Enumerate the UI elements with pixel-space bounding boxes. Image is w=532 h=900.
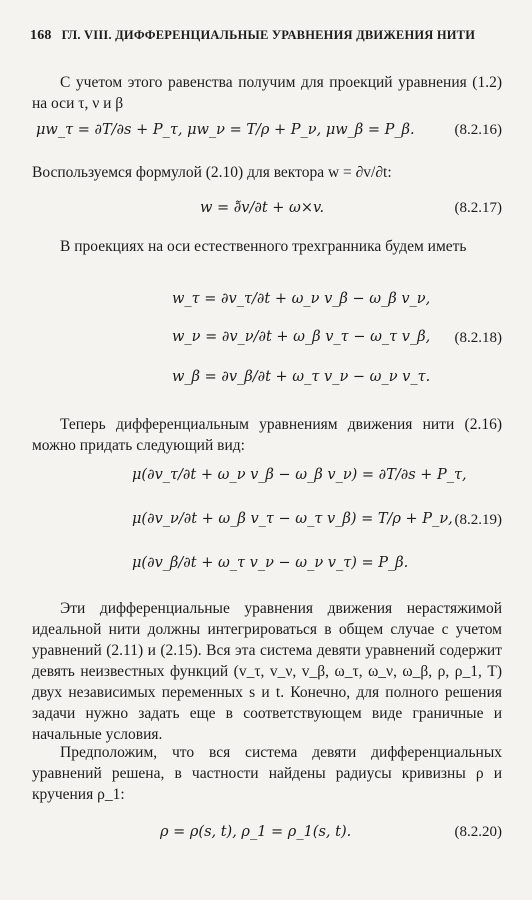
- equation-8-2-18-line-2: w_ν = ∂v_ν/∂t + ω_β v_τ − ω_τ v_β,: [172, 329, 431, 345]
- equation-number-8-2-19: (8.2.19): [454, 512, 502, 528]
- equation-8-2-20: ρ = ρ(s, t), ρ_1 = ρ_1(s, t).: [160, 824, 352, 840]
- equation-number-8-2-18: (8.2.18): [454, 330, 502, 346]
- equation-number-8-2-17: (8.2.17): [454, 200, 502, 216]
- paragraph-1: С учетом этого равенства получим для проекций уравнения (1.2) на оси τ, ν и β: [32, 74, 502, 112]
- equation-8-2-16: μw_τ = ∂T/∂s + P_τ, μw_ν = T/ρ + P_ν, μw_β = P_β.: [36, 122, 415, 138]
- equation-8-2-17: w = ∂̃v/∂t + ω×v.: [200, 200, 325, 216]
- paragraph-6: Предположим, что вся система девяти дифференциальных уравнений решена, в частности найдены радиусы кривизны ρ и кручения ρ_1:: [32, 744, 502, 803]
- equation-8-2-19-line-1: μ(∂v_τ/∂t + ω_ν v_β − ω_β v_ν) = ∂T/∂s + P_τ,: [132, 467, 467, 483]
- running-title: ГЛ. VIII. ДИФФЕРЕНЦИАЛЬНЫЕ УРАВНЕНИЯ ДВИЖЕНИЯ НИТИ: [61, 28, 476, 42]
- paragraph-3: В проекциях на оси естественного трехгранника будем иметь: [60, 238, 467, 255]
- equation-number-8-2-20: (8.2.20): [454, 824, 502, 840]
- paragraph-4: Теперь дифференциальным уравнениям движения нити (2.16) можно придать следующий вид:: [32, 416, 502, 454]
- equation-8-2-18-line-3: w_β = ∂v_β/∂t + ω_τ v_ν − ω_ν v_τ.: [172, 369, 431, 385]
- equation-8-2-19-line-2: μ(∂v_ν/∂t + ω_β v_τ − ω_τ v_β) = T/ρ + P_ν,: [132, 511, 453, 527]
- equation-8-2-18-line-1: w_τ = ∂v_τ/∂t + ω_ν v_β − ω_β v_ν,: [172, 291, 431, 307]
- running-header: [30, 28, 505, 44]
- equation-8-2-19-line-3: μ(∂v_β/∂t + ω_τ v_ν − ω_ν v_τ) = P_β.: [132, 555, 409, 571]
- equation-number-8-2-16: (8.2.16): [454, 122, 502, 138]
- page-number: 168: [30, 28, 52, 43]
- paragraph-5: Эти дифференциальные уравнения движения нерастяжимой идеальной нити должны интегрироваться в общем случае с учетом уравнений (2.11) и (2.15). Вся эта система девяти уравнений содержит девять неизвестных функций (v_τ, v_ν, v_β, ω_τ, ω_ν, ω_β, ρ, ρ_1, T) двух независимых переменных s и t. Конечно, для полного решения задачи нужно задать еще в соответствующем виде граничные и начальные условия.: [32, 600, 502, 743]
- paragraph-2: Воспользуемся формулой (2.10) для вектора w = ∂v/∂t:: [32, 164, 392, 181]
